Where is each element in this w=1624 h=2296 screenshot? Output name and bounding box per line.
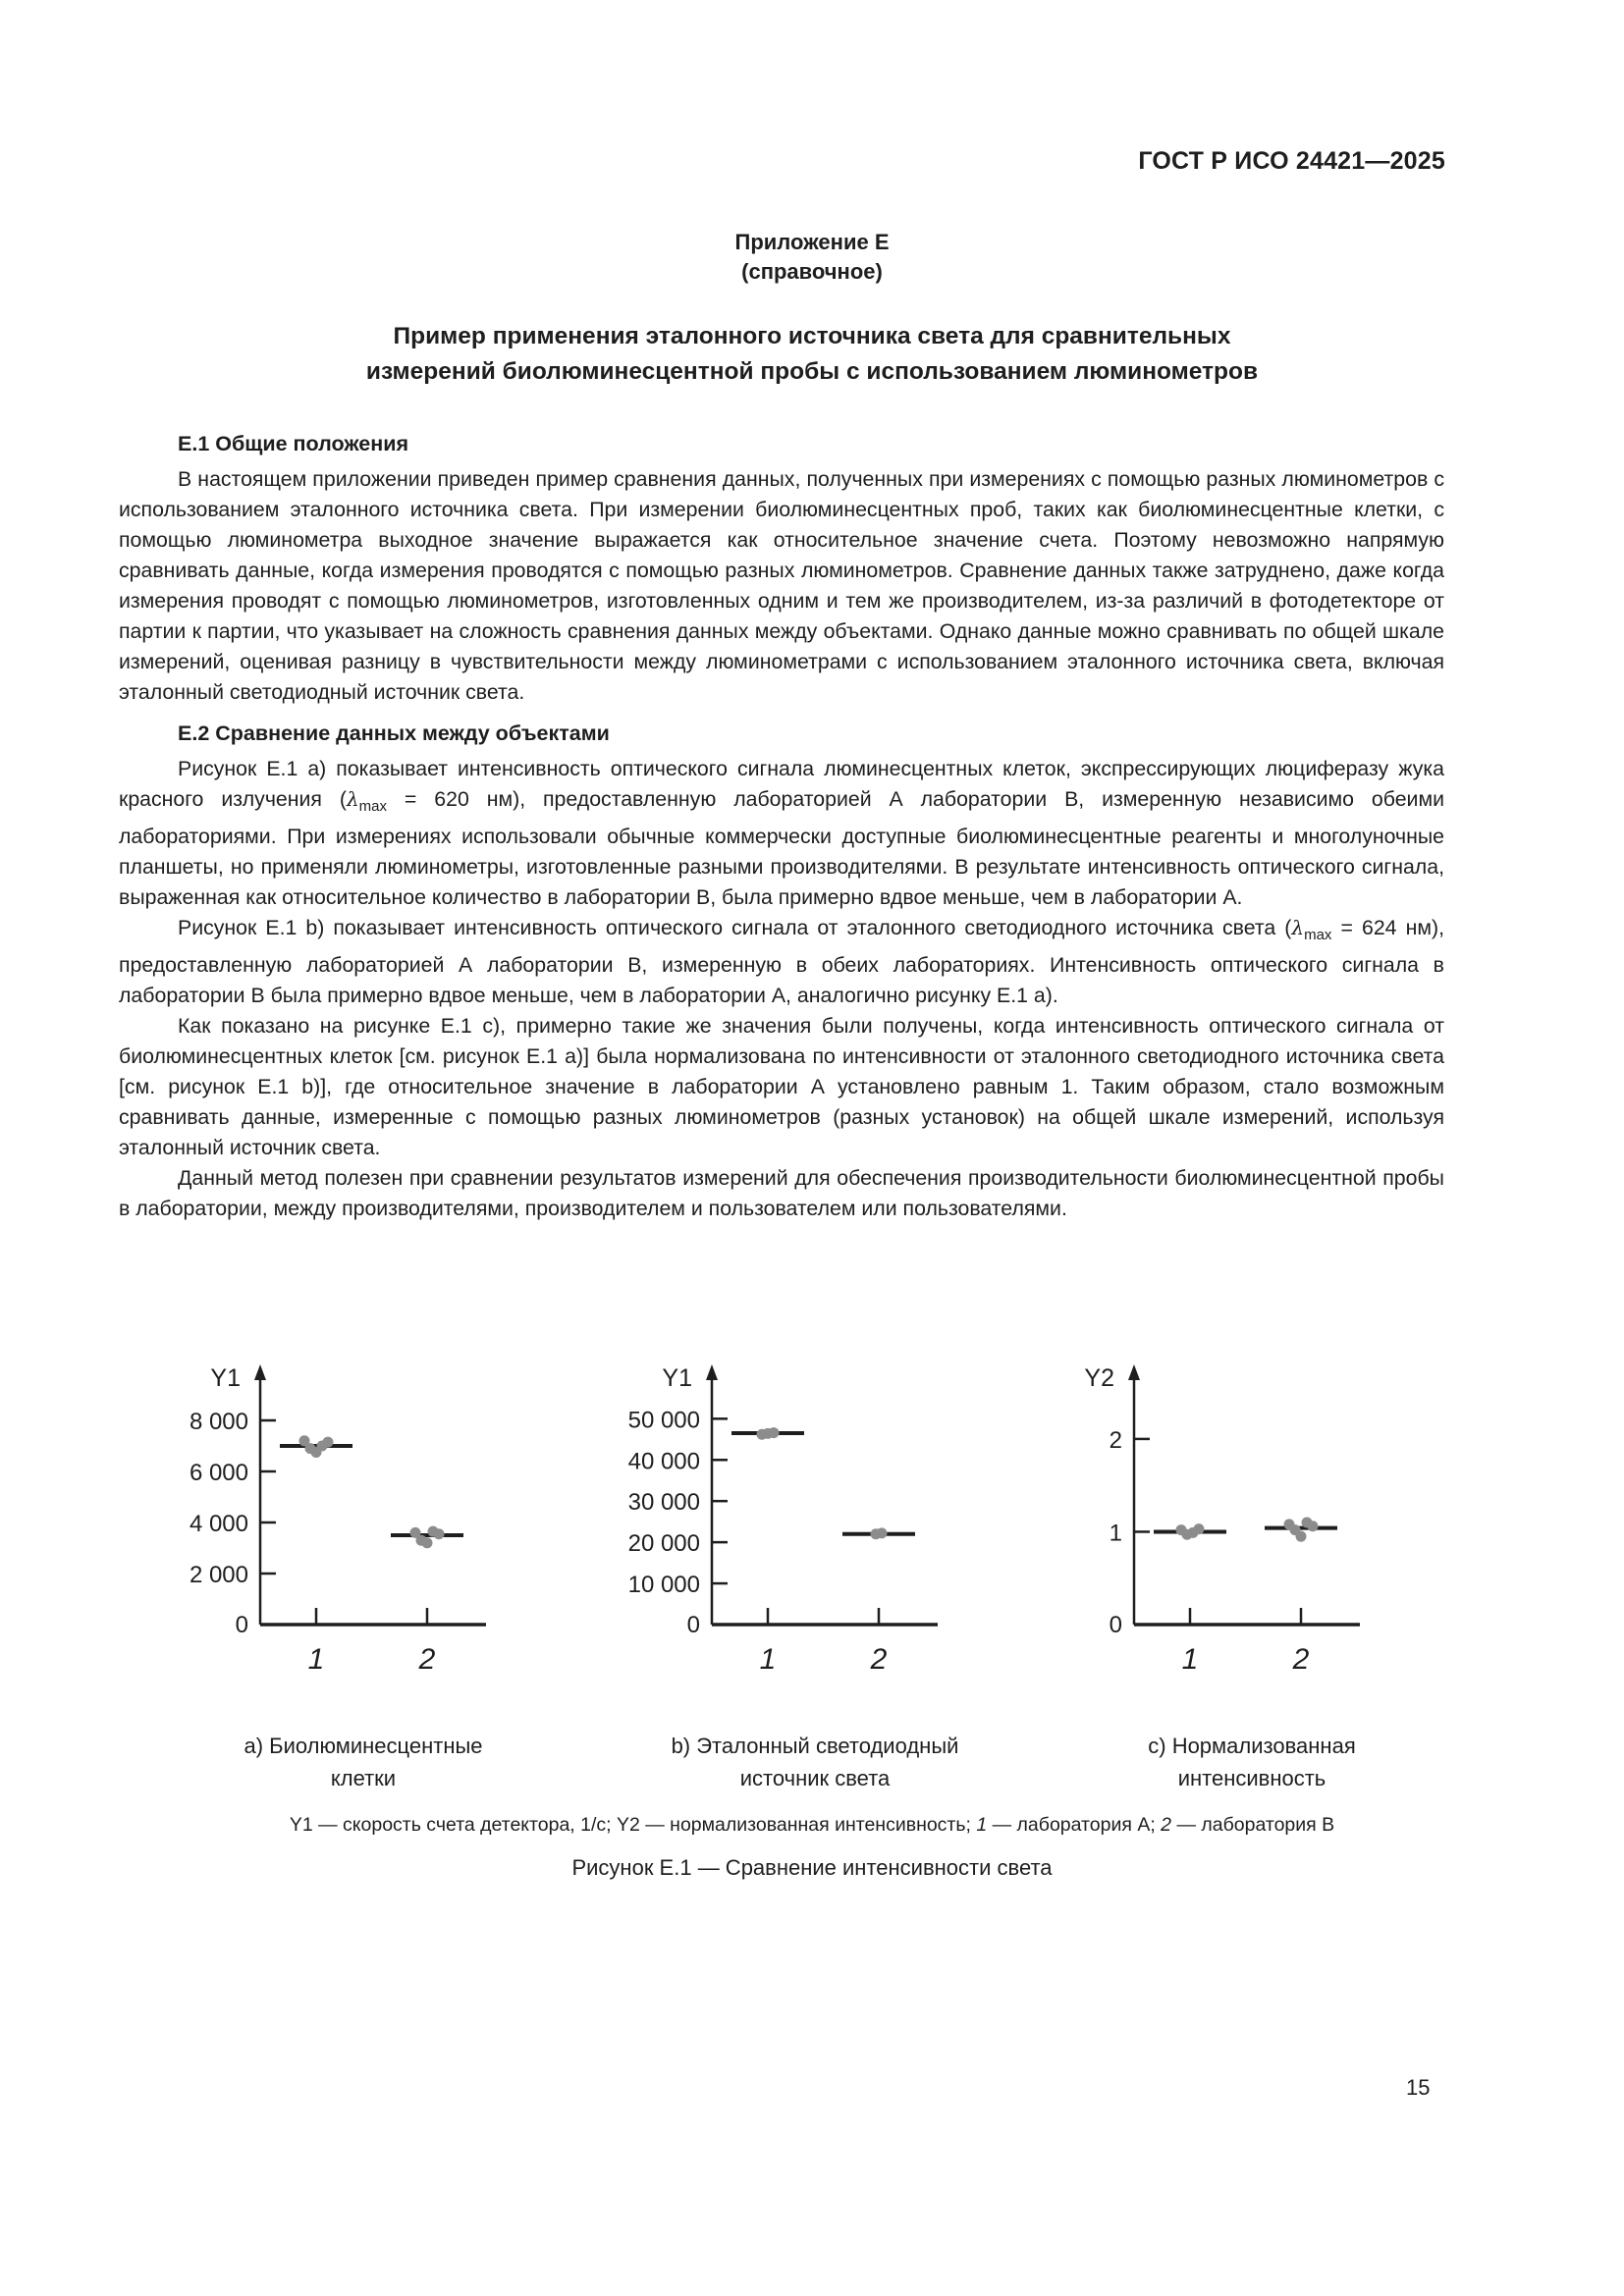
- y-tick-label: 0: [686, 1612, 700, 1638]
- appendix-type: (справочное): [741, 259, 883, 284]
- document-code: ГОСТ Р ИСО 24421—2025: [1138, 147, 1445, 175]
- lambda-symbol: λ: [1291, 916, 1305, 939]
- appendix-heading: [0, 228, 1624, 287]
- y-axis-arrow-icon: [706, 1364, 718, 1380]
- y-axis-label: Y1: [210, 1364, 241, 1392]
- data-point: [434, 1528, 445, 1539]
- paragraph: В настоящем приложении приведен пример сравнения данных, полученных при измерениях с помощью разных люминометров с использованием эталонного источника света. При измерении биолюминесцентных проб, таких как биолюминесцентные клетки, с помощью люминометра выходное значение выражается как относительное значение счета. Поэтому невозможно напрямую сравнивать данные, когда измерения проводятся с помощью разных люминометров. Сравнение данных также затруднено, даже когда измерения проводят с помощью люминометров, изготовленных одним и тем же производителем, из-за различий в фотодетекторе от партии к партии, что указывает на сложность сравнения данных между объектами. Однако данные можно сравнивать по общей шкале измерений, оценивая разницу в чувствительности между люминометрами с использованием эталонного источника света, включая эталонный светодиодный источник света.: [119, 467, 1444, 704]
- paragraph: Данный метод полезен при сравнении результатов измерений для обеспечения производительности биолюминесцентной пробы в лаборатории, между производителями, производителем и пользователем или пользователями.: [119, 1166, 1444, 1220]
- x-category-label: 2: [870, 1643, 888, 1676]
- section-heading-e2: Е.2 Сравнение данных между объектами: [178, 721, 610, 745]
- y-tick-label: 2 000: [189, 1562, 248, 1588]
- x-category-label: 2: [1292, 1643, 1310, 1676]
- paragraph: Рисунок Е.1 b) показывает интенсивность оптического сигнала от эталонного светодиодного источника света ($\lambda_{max} = 624$ нм), предоставленную лабораторией А лаборатории В, измеренную в обеих лабораториях. Интенсивность оптического сигнала в лаборатории В была примерно вдвое меньше, чем в лаборатории А, аналогично рисунку Е.1 а).: [119, 916, 1444, 1007]
- appendix-title: [0, 319, 1624, 390]
- x-category-label: 1: [1181, 1643, 1199, 1676]
- y-tick-label: 30 000: [627, 1489, 700, 1517]
- page-number: 15: [1406, 2075, 1431, 2100]
- chart-normalized-intensity: [1051, 1355, 1355, 1688]
- figure-title: Рисунок Е.1 — Сравнение интенсивности света: [571, 1855, 1053, 1880]
- y-axis-label: Y2: [1084, 1364, 1114, 1392]
- data-point: [1296, 1531, 1307, 1542]
- y-tick-label: 4 000: [189, 1511, 248, 1537]
- data-point: [877, 1527, 888, 1538]
- appendix-label: Приложение Е: [734, 230, 890, 254]
- chart-bioluminescent-cells: [157, 1355, 491, 1688]
- y-tick-label: 6 000: [189, 1460, 248, 1486]
- paragraph: Как показано на рисунке Е.1 с), примерно такие же значения были получены, когда интенсивность оптического сигнала от биолюминесцентных клеток [см. рисунок Е.1 а)] была нормализована по интенсивности от эталонного светодиодного источника света [см. рисунок Е.1 b)], где относительное значение в лаборатории А установлено равным 1. Таким образом, стало возможным сравнивать данные, измеренные с помощью разных люминометров (разных установок) на общей шкале измерений, используя эталонный источник света.: [119, 1014, 1444, 1159]
- caption-a: а) Биолюминесцентные клетки: [244, 1734, 483, 1790]
- y-tick-label: 10 000: [627, 1572, 700, 1599]
- y-axis-arrow-icon: [254, 1364, 266, 1380]
- y-tick-label: 0: [1109, 1612, 1122, 1638]
- caption-c: с) Нормализованная интенсивность: [1148, 1734, 1356, 1790]
- x-category-label: 2: [418, 1643, 436, 1676]
- x-category-label: 1: [307, 1643, 325, 1676]
- appendix-title-line-2: измерений биолюминесцентной пробы с использованием люминометров: [365, 358, 1259, 385]
- y-tick-label: 20 000: [627, 1530, 700, 1558]
- section-heading-e1: Е.1 Общие положения: [178, 432, 409, 455]
- y-tick-label: 2: [1109, 1426, 1122, 1454]
- body-content: [119, 428, 1444, 1224]
- y-tick-label: 40 000: [627, 1448, 700, 1475]
- paragraph: Рисунок Е.1 а) показывает интенсивность оптического сигнала люминесцентных клеток, экспрессирующих люциферазу жука красного излучения ($\lambda_{max} = 620$ нм), предоставленную лабораторией А лаборатории В, измеренную независимо обеими лабораториями. При измерениях использовали обычные коммерчески доступные биолюминесцентные реагенты и многолуночные планшеты, но применяли люминометры, изготовленные разными производителями. В результате интенсивность оптического сигнала, выраженная как относительное количество в лаборатории В, была примерно вдвое меньше, чем в лаборатории А.: [119, 757, 1444, 909]
- caption-b: b) Эталонный светодиодный источник света: [671, 1734, 959, 1790]
- data-point: [1194, 1523, 1205, 1534]
- figure-legend: Y1 — скорость счета детектора, 1/с; Y2 — нормализованная интенсивность; 1 — лаборатория А; 2 — лаборатория В: [289, 1814, 1335, 1836]
- y-tick-label: 0: [235, 1612, 248, 1638]
- x-category-label: 1: [759, 1643, 777, 1676]
- y-axis-label: Y1: [662, 1364, 692, 1392]
- data-point: [422, 1537, 433, 1548]
- lambda-symbol: λ: [346, 787, 359, 811]
- chart-reference-led-source: [599, 1355, 943, 1688]
- y-tick-label: 8 000: [189, 1409, 248, 1435]
- data-point: [323, 1437, 334, 1448]
- figure-e1: [0, 1355, 1624, 1904]
- data-point: [769, 1427, 780, 1438]
- data-point: [1308, 1521, 1319, 1531]
- y-axis-arrow-icon: [1128, 1364, 1140, 1380]
- appendix-title-line-1: Пример применения эталонного источника света для сравнительных: [393, 323, 1231, 349]
- y-tick-label: 1: [1109, 1520, 1122, 1547]
- y-tick-label: 50 000: [627, 1407, 700, 1434]
